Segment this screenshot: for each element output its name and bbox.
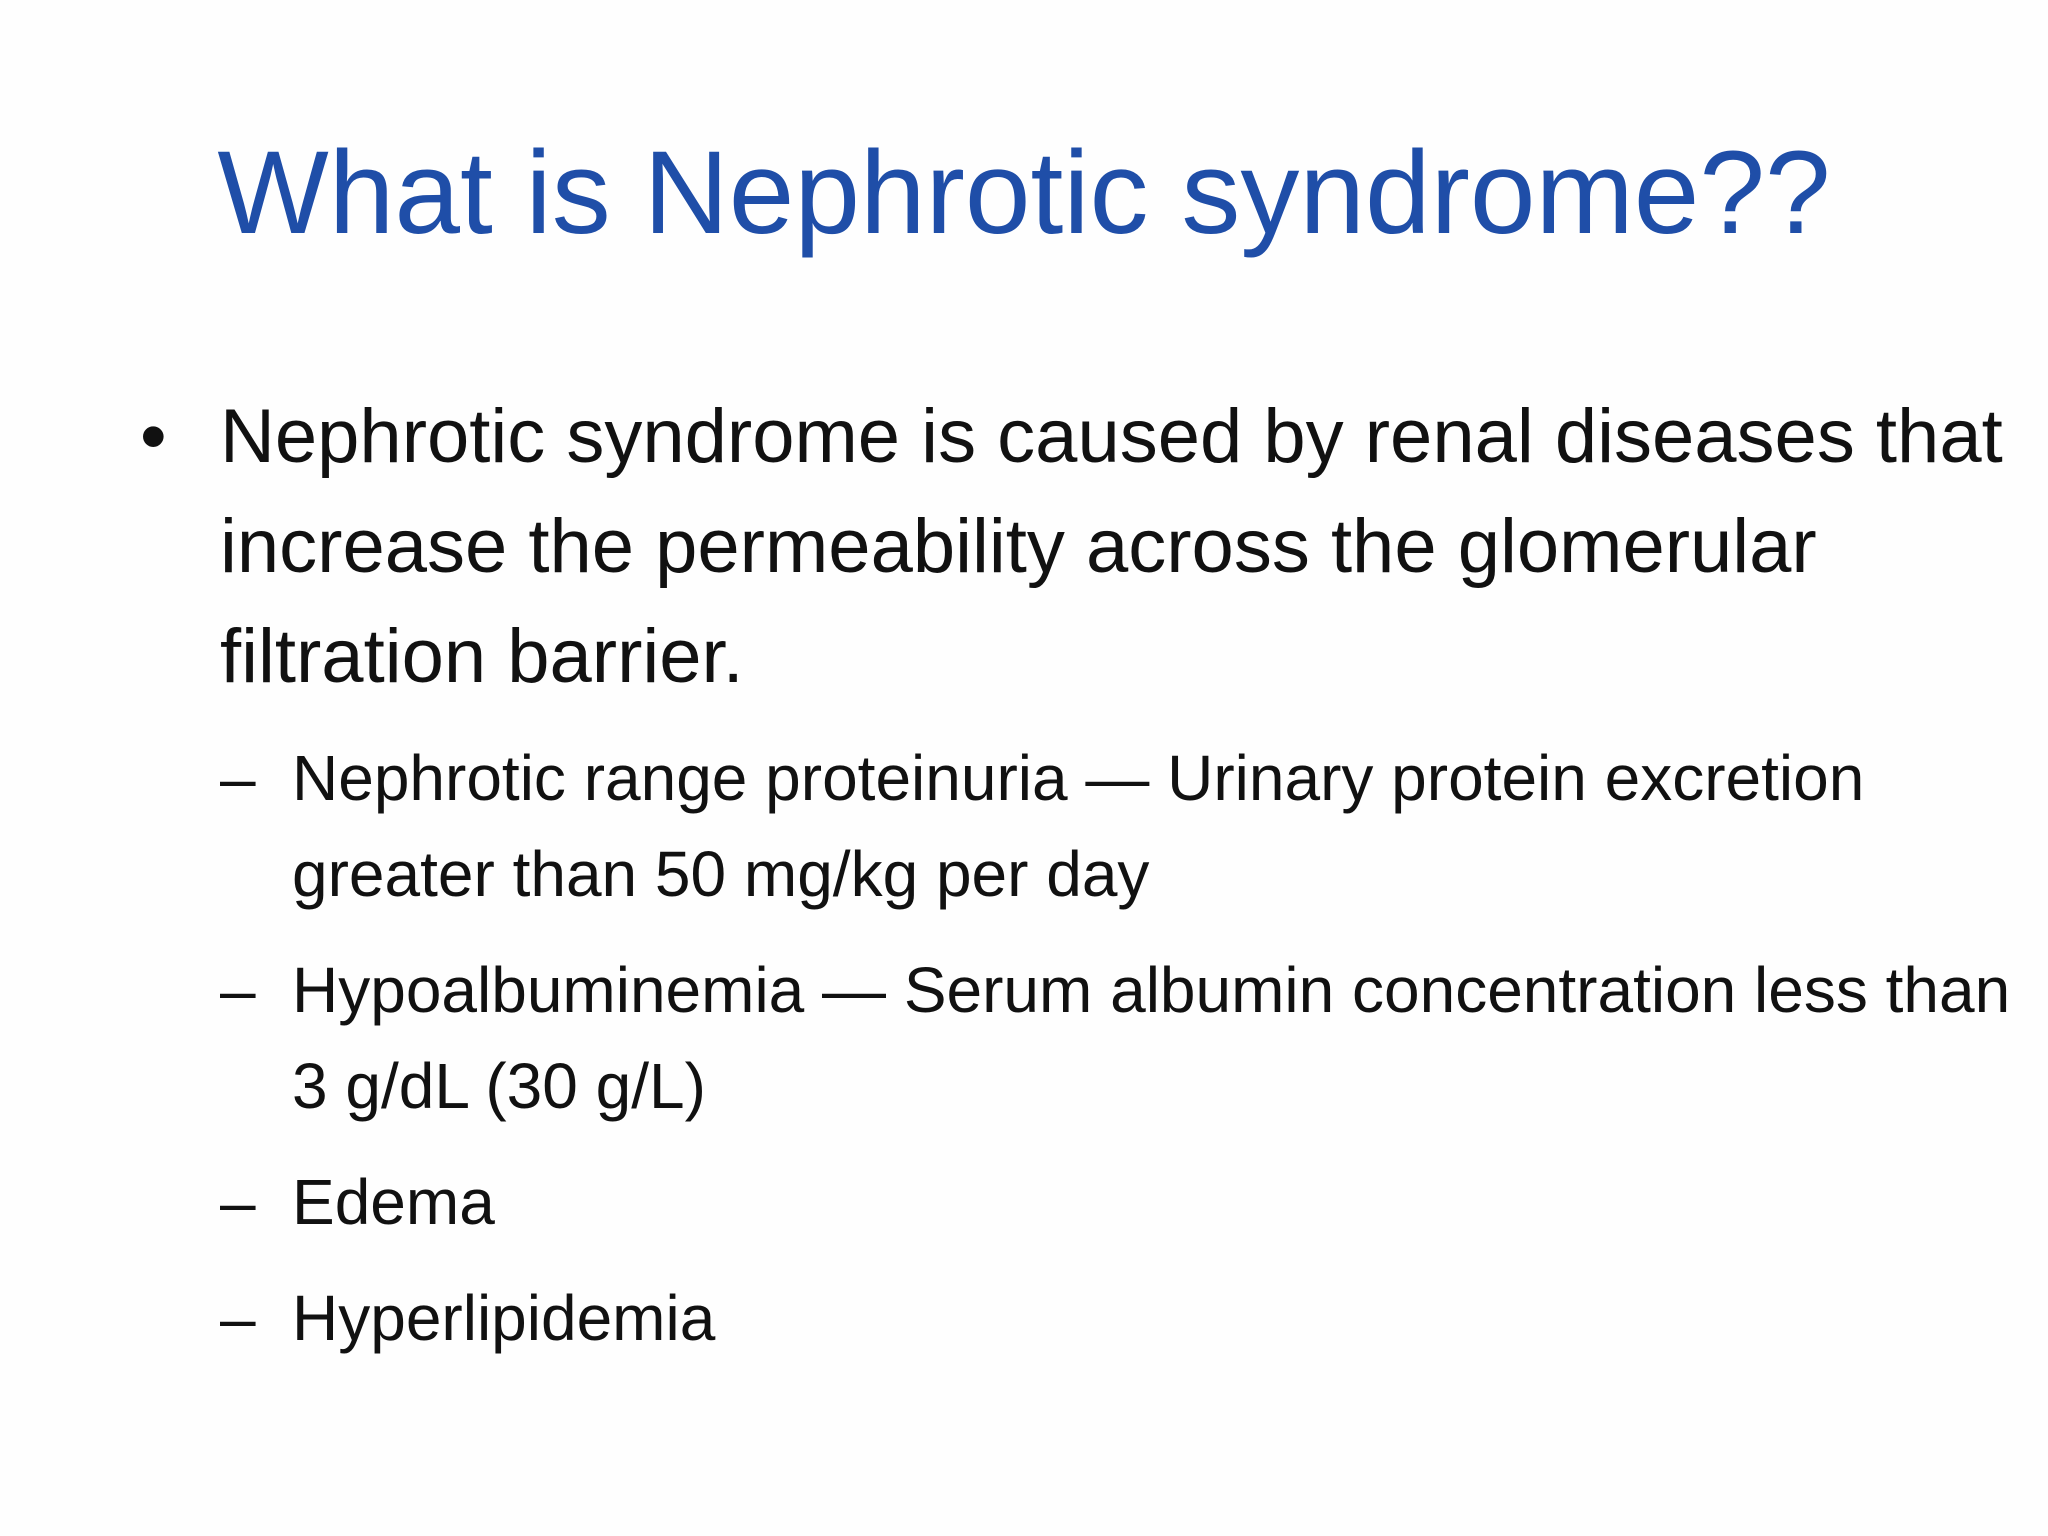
bullet-list (140, 382, 2020, 1386)
slide-title: What is Nephrotic syndrome?? (217, 127, 1831, 259)
main-bullet-text: Nephrotic syndrome is caused by renal diseases that increase the permeability across the glomerular filtration barrier. (220, 394, 2003, 699)
sub-list (220, 730, 2020, 1366)
bullet-marker-icon: • (140, 394, 167, 479)
sub-item-text: Edema (292, 1166, 495, 1238)
dash-marker-icon: – (220, 954, 256, 1026)
sub-item-text: Hypoalbuminemia — Serum albumin concentration less than 3 g/dL (30 g/L) (292, 954, 2011, 1122)
sub-item-hypoalbuminemia (220, 942, 2020, 1134)
sub-item-text: Hyperlipidemia (292, 1282, 716, 1354)
dash-marker-icon: – (220, 1166, 256, 1238)
dash-marker-icon: – (220, 1282, 256, 1354)
dash-marker-icon: – (220, 742, 256, 814)
sub-item-text: Nephrotic range proteinuria — Urinary protein excretion greater than 50 mg/kg per day (292, 742, 1865, 910)
sub-item-hyperlipidemia (220, 1270, 2020, 1366)
sub-item-proteinuria (220, 730, 2020, 922)
main-bullet (140, 382, 2020, 1366)
sub-item-edema (220, 1154, 2020, 1250)
